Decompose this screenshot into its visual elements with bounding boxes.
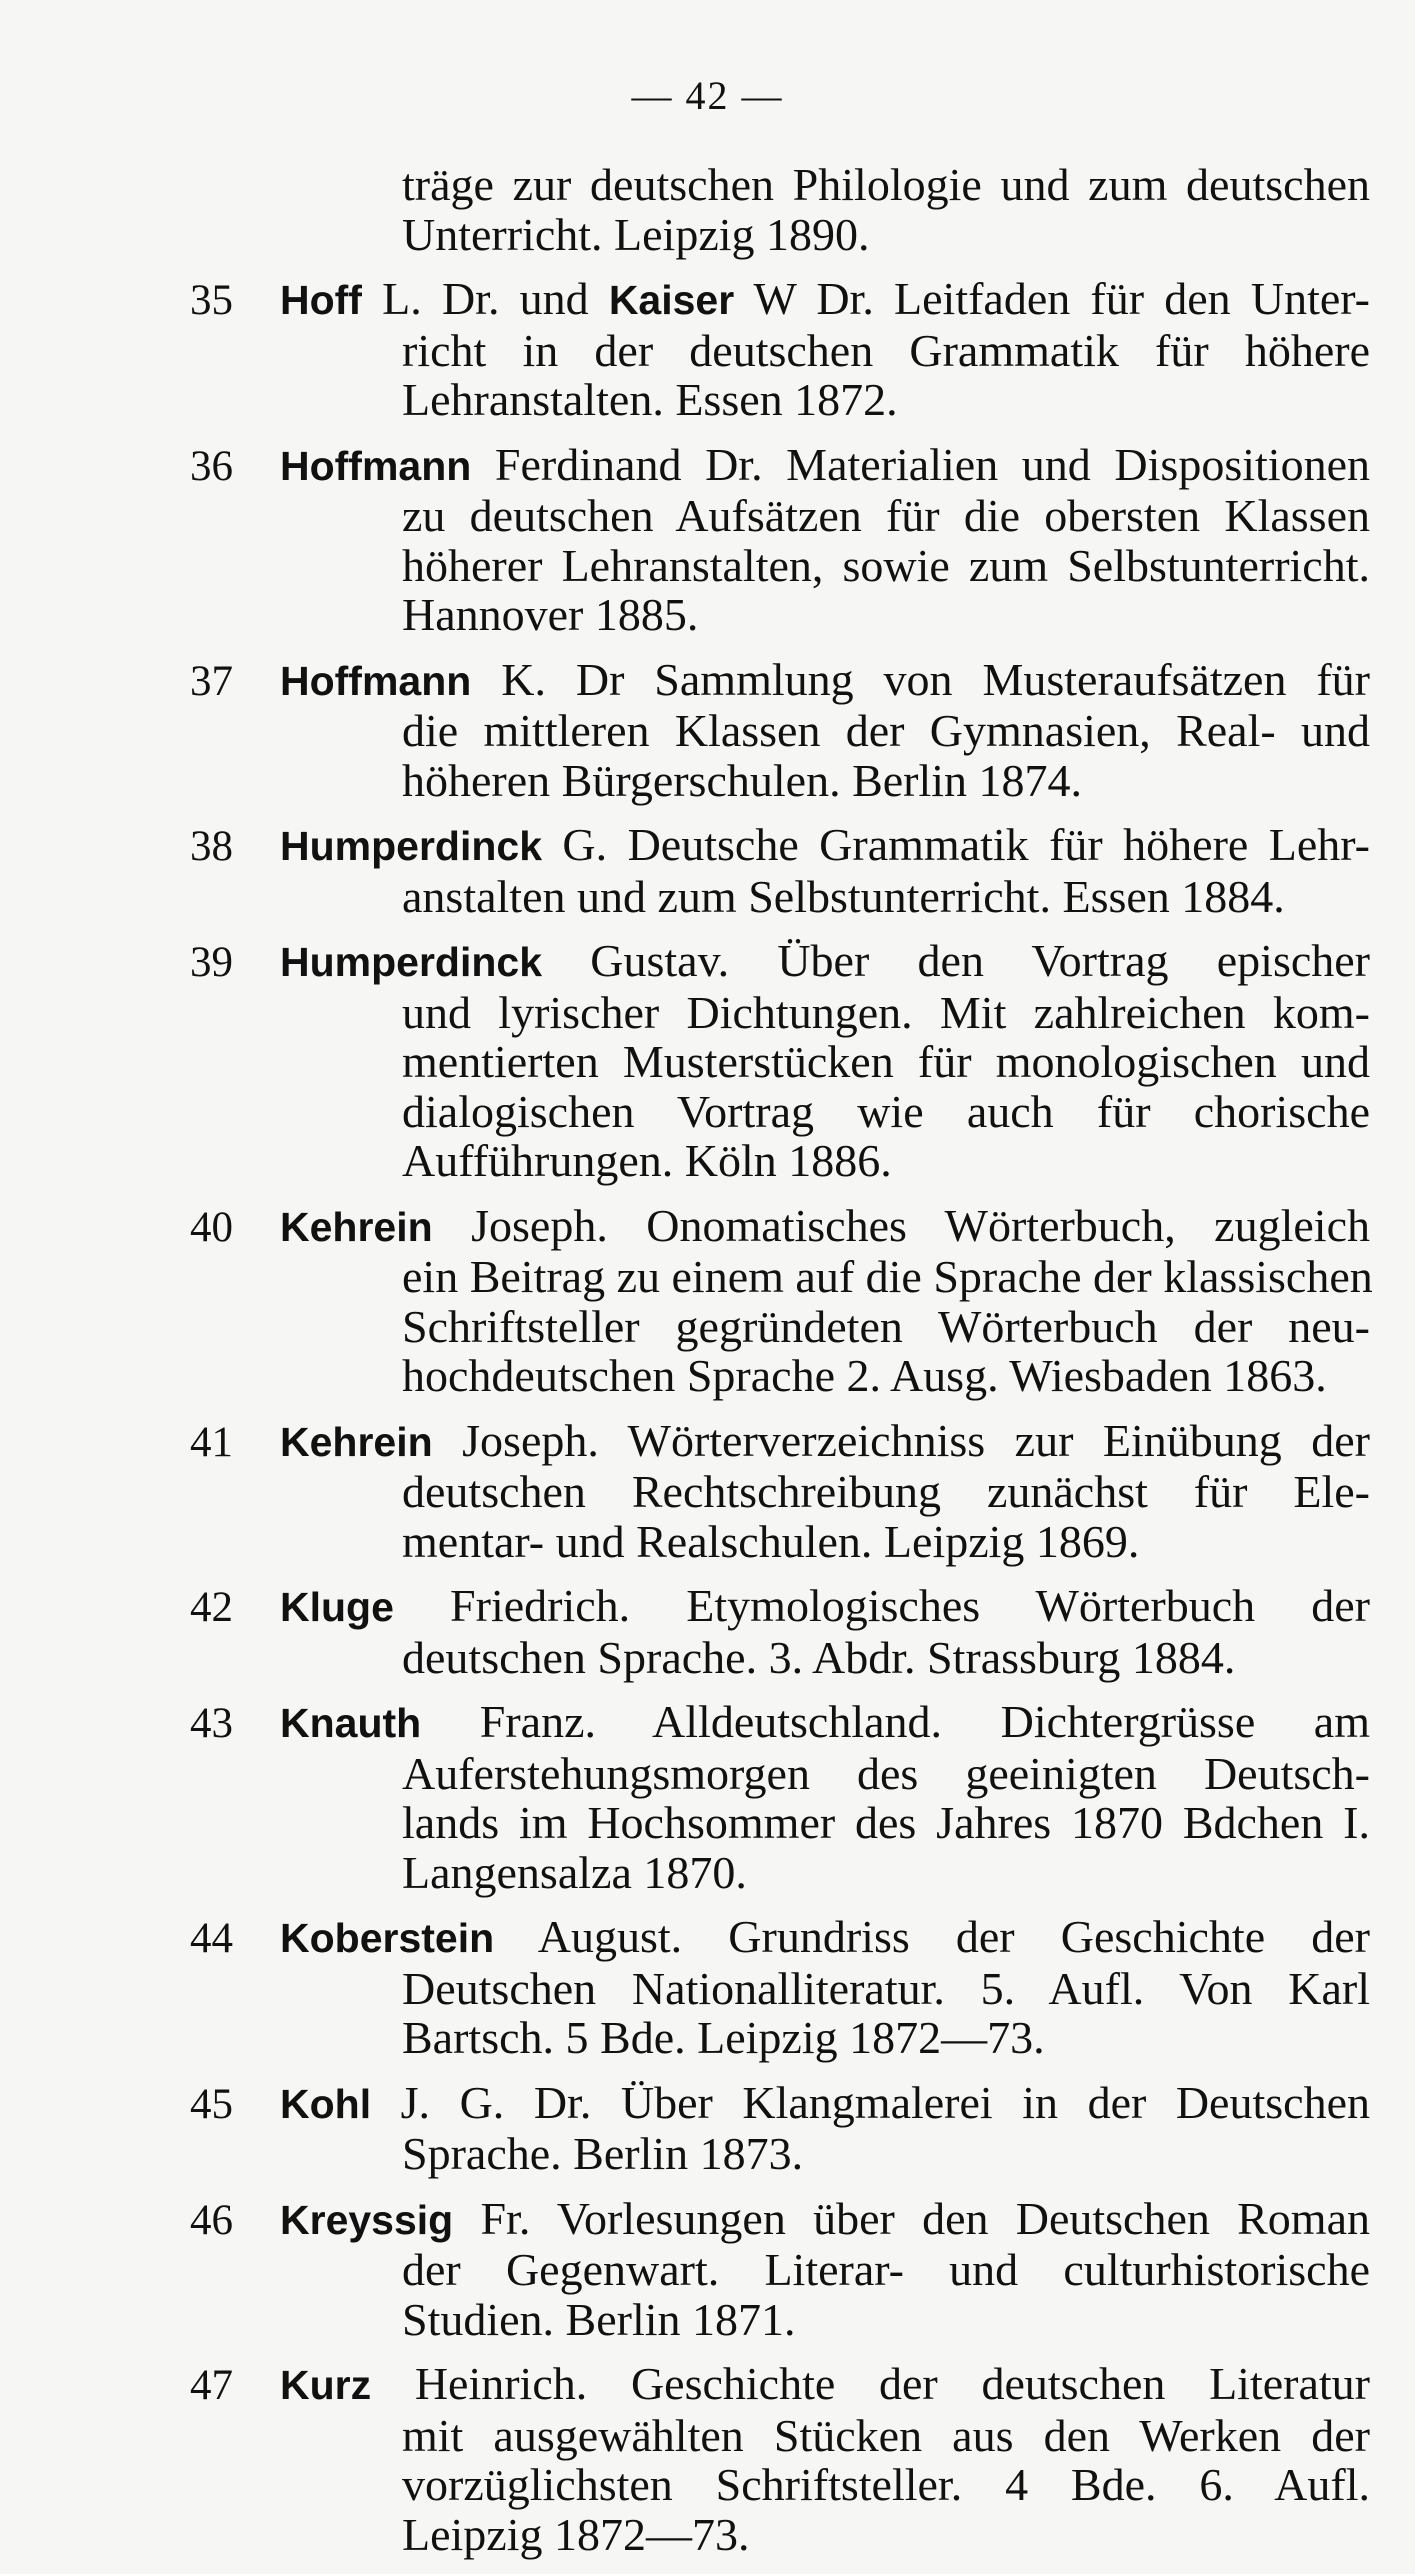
entry-first-line bbox=[190, 2194, 1370, 2246]
author-name: Kehrein bbox=[280, 1418, 433, 1465]
entry-heading bbox=[280, 2078, 1370, 2130]
entry-line: zu deutschen Aufsätzen für die obersten Klassen bbox=[402, 490, 1370, 541]
entry-text: Franz. Alldeutschland. Dichtergrüsse am bbox=[421, 1696, 1370, 1747]
entry-line: lands im Hochsommer des Jahres 1870 Bdchen I. bbox=[402, 1797, 1370, 1848]
entry-number: 36 bbox=[190, 442, 233, 490]
entry-first-line bbox=[190, 440, 1370, 492]
entry-heading bbox=[280, 655, 1370, 707]
entry-line: Schriftsteller gegründeten Wörterbuch der neu- bbox=[402, 1300, 1370, 1352]
entry-number: 45 bbox=[190, 2080, 233, 2128]
entry-number: 41 bbox=[190, 1418, 233, 1466]
entry-text: Heinrich. Geschichte der deutschen Literatur bbox=[371, 2358, 1370, 2409]
entry-number: 42 bbox=[190, 1584, 233, 1631]
previous-entry-continuation bbox=[190, 160, 1370, 259]
entry-number: 40 bbox=[190, 1203, 233, 1251]
bibliography-entry bbox=[190, 655, 1370, 806]
entry-text: Gustav. Über den Vortrag epischer bbox=[542, 935, 1370, 986]
entry-first-line bbox=[190, 1697, 1370, 1749]
entry-line: Unterricht. Leipzig 1890. bbox=[402, 208, 870, 260]
entry-first-line bbox=[190, 1201, 1370, 1253]
entry-text: Fr. Vorlesungen über den Deutschen Roman bbox=[453, 2192, 1370, 2244]
entry-first-line bbox=[190, 1581, 1370, 1633]
entry-heading bbox=[280, 1581, 1370, 1633]
entry-line: die mittleren Klassen der Gymnasien, Real- und bbox=[402, 705, 1370, 756]
entry-text: L. Dr. und bbox=[361, 273, 609, 324]
entry-number: 47 bbox=[190, 2362, 233, 2409]
entry-number: 44 bbox=[190, 1915, 233, 1962]
entry-line: anstalten und zum Selbstunterricht. Essen 1884. bbox=[402, 870, 1285, 922]
author-name: Kurz bbox=[280, 2362, 372, 2408]
entry-number: 46 bbox=[190, 2196, 233, 2244]
entry-heading bbox=[280, 1416, 1370, 1468]
bibliography-entry bbox=[190, 1416, 1370, 1567]
entry-line: mentierten Musterstücken für monologischen und bbox=[402, 1036, 1370, 1087]
author-name: Hoff bbox=[280, 277, 362, 323]
entry-first-line bbox=[190, 2359, 1370, 2411]
entry-line: Langensalza 1870. bbox=[402, 1846, 747, 1898]
bibliography-entry bbox=[190, 2078, 1370, 2179]
bibliography-entry bbox=[190, 274, 1370, 425]
entry-heading bbox=[280, 2359, 1370, 2411]
bibliography-entry bbox=[190, 1581, 1370, 1682]
entry-line: Hannover 1885. bbox=[402, 589, 699, 640]
entry-line: Bartsch. 5 Bde. Leipzig 1872—73. bbox=[402, 2012, 1045, 2063]
entry-line: Auferstehungsmorgen des geeinigten Deutsch- bbox=[402, 1747, 1370, 1799]
entry-line: höheren Bürgerschulen. Berlin 1874. bbox=[402, 754, 1083, 806]
entry-line: höherer Lehranstalten, sowie zum Selbstunterricht. bbox=[402, 539, 1370, 591]
entry-line: deutschen Rechtschreibung zunächst für Ele- bbox=[402, 1466, 1370, 1517]
entry-first-line bbox=[190, 2078, 1370, 2130]
bibliography-entry bbox=[190, 2359, 1370, 2559]
entry-line: vorzüglichsten Schriftsteller. 4 Bde. 6. Aufl. bbox=[402, 2459, 1370, 2510]
entry-first-line bbox=[190, 655, 1370, 707]
entry-heading bbox=[280, 440, 1370, 492]
bibliography-entry bbox=[190, 1199, 1373, 1401]
entry-first-line bbox=[190, 1416, 1370, 1468]
entry-number: 35 bbox=[190, 277, 233, 324]
entry-line: Aufführungen. Köln 1886. bbox=[402, 1135, 892, 1186]
author-name: Kaiser bbox=[608, 277, 735, 323]
entry-heading bbox=[280, 820, 1370, 872]
entry-heading bbox=[280, 1912, 1370, 1964]
entry-line: und lyrischer Dichtungen. Mit zahlreichen kom- bbox=[402, 986, 1370, 1038]
author-name: Koberstein bbox=[280, 1915, 495, 1961]
bibliography-entry bbox=[190, 820, 1370, 921]
entry-text: August. Grundriss der Geschichte der bbox=[494, 1911, 1370, 1962]
entry-text: K. Dr Sammlung von Musteraufsätzen für bbox=[471, 653, 1370, 705]
entry-heading bbox=[280, 2194, 1370, 2246]
entry-number: 43 bbox=[190, 1700, 233, 1747]
entry-text: Joseph. Onomatisches Wörterbuch, zugleich bbox=[432, 1199, 1370, 1251]
entry-line: Sprache. Berlin 1873. bbox=[402, 2128, 804, 2179]
entry-heading bbox=[280, 274, 1370, 326]
bibliography-list bbox=[190, 159, 1373, 2574]
entry-first-line bbox=[190, 274, 1370, 326]
bibliography-entry bbox=[190, 936, 1370, 1186]
author-name: Kluge bbox=[280, 1584, 394, 1630]
page-number: — 42 — bbox=[631, 73, 784, 118]
author-name: Knauth bbox=[280, 1700, 422, 1746]
bibliography-entry bbox=[190, 440, 1370, 640]
entry-line: hochdeutschen Sprache 2. Ausg. Wiesbaden 1863. bbox=[402, 1350, 1327, 1401]
entry-heading bbox=[280, 936, 1370, 988]
author-name: Humperdinck bbox=[280, 939, 542, 985]
entry-line: richt in der deutschen Grammatik für höhere bbox=[402, 324, 1370, 376]
author-name: Humperdinck bbox=[280, 823, 542, 869]
entry-line: Leipzig 1872—73. bbox=[402, 2508, 750, 2560]
bibliography-entry bbox=[190, 2194, 1370, 2345]
entry-number: 37 bbox=[190, 657, 233, 705]
entry-line: träge zur deutschen Philologie und zum deutschen bbox=[402, 159, 1370, 210]
author-name: Hoffmann bbox=[280, 657, 472, 704]
author-name: Kehrein bbox=[280, 1203, 433, 1250]
entry-line: Deutschen Nationalliteratur. 5. Aufl. Von Karl bbox=[402, 1962, 1370, 2014]
entry-first-line bbox=[190, 1912, 1370, 1964]
entry-text: J. G. Dr. Über Klangmalerei in der Deutschen bbox=[371, 2076, 1370, 2128]
entry-heading bbox=[280, 1201, 1370, 1253]
author-name: Kohl bbox=[280, 2080, 372, 2127]
entry-number: 38 bbox=[190, 823, 233, 870]
entry-text: W Dr. Leitfaden für den Unter- bbox=[734, 273, 1370, 324]
entry-line: deutschen Sprache. 3. Abdr. Strassburg 1884. bbox=[402, 1631, 1236, 1683]
entry-text: Joseph. Wörterverzeichniss zur Einübung der bbox=[432, 1414, 1370, 1466]
author-name: Kreyssig bbox=[280, 2196, 454, 2243]
entry-number: 39 bbox=[190, 939, 233, 986]
entry-text: Friedrich. Etymologisches Wörterbuch der bbox=[393, 1580, 1370, 1631]
entry-first-line bbox=[190, 820, 1370, 872]
entry-line: Lehranstalten. Essen 1872. bbox=[402, 374, 898, 425]
entry-text: G. Deutsche Grammatik für höhere Lehr- bbox=[542, 819, 1370, 870]
entry-line: mit ausgewählten Stücken aus den Werken der bbox=[402, 2409, 1370, 2461]
entry-line: mentar- und Realschulen. Leipzig 1869. bbox=[402, 1515, 1140, 1567]
entry-line: ein Beitrag zu einem auf die Sprache der klassischen bbox=[402, 1251, 1373, 1302]
entry-line: dialogischen Vortrag wie auch für chorische bbox=[402, 1085, 1370, 1137]
entry-first-line bbox=[190, 936, 1370, 988]
entry-line: der Gegenwart. Literar- und culturhistorische bbox=[402, 2244, 1370, 2295]
entry-heading bbox=[280, 1697, 1370, 1749]
entry-text: Ferdinand Dr. Materialien und Dispositionen bbox=[471, 438, 1370, 490]
entry-line: Studien. Berlin 1871. bbox=[402, 2293, 796, 2345]
bibliography-entry bbox=[190, 1697, 1370, 1897]
author-name: Hoffmann bbox=[280, 442, 472, 489]
bibliography-entry bbox=[190, 1912, 1370, 2063]
